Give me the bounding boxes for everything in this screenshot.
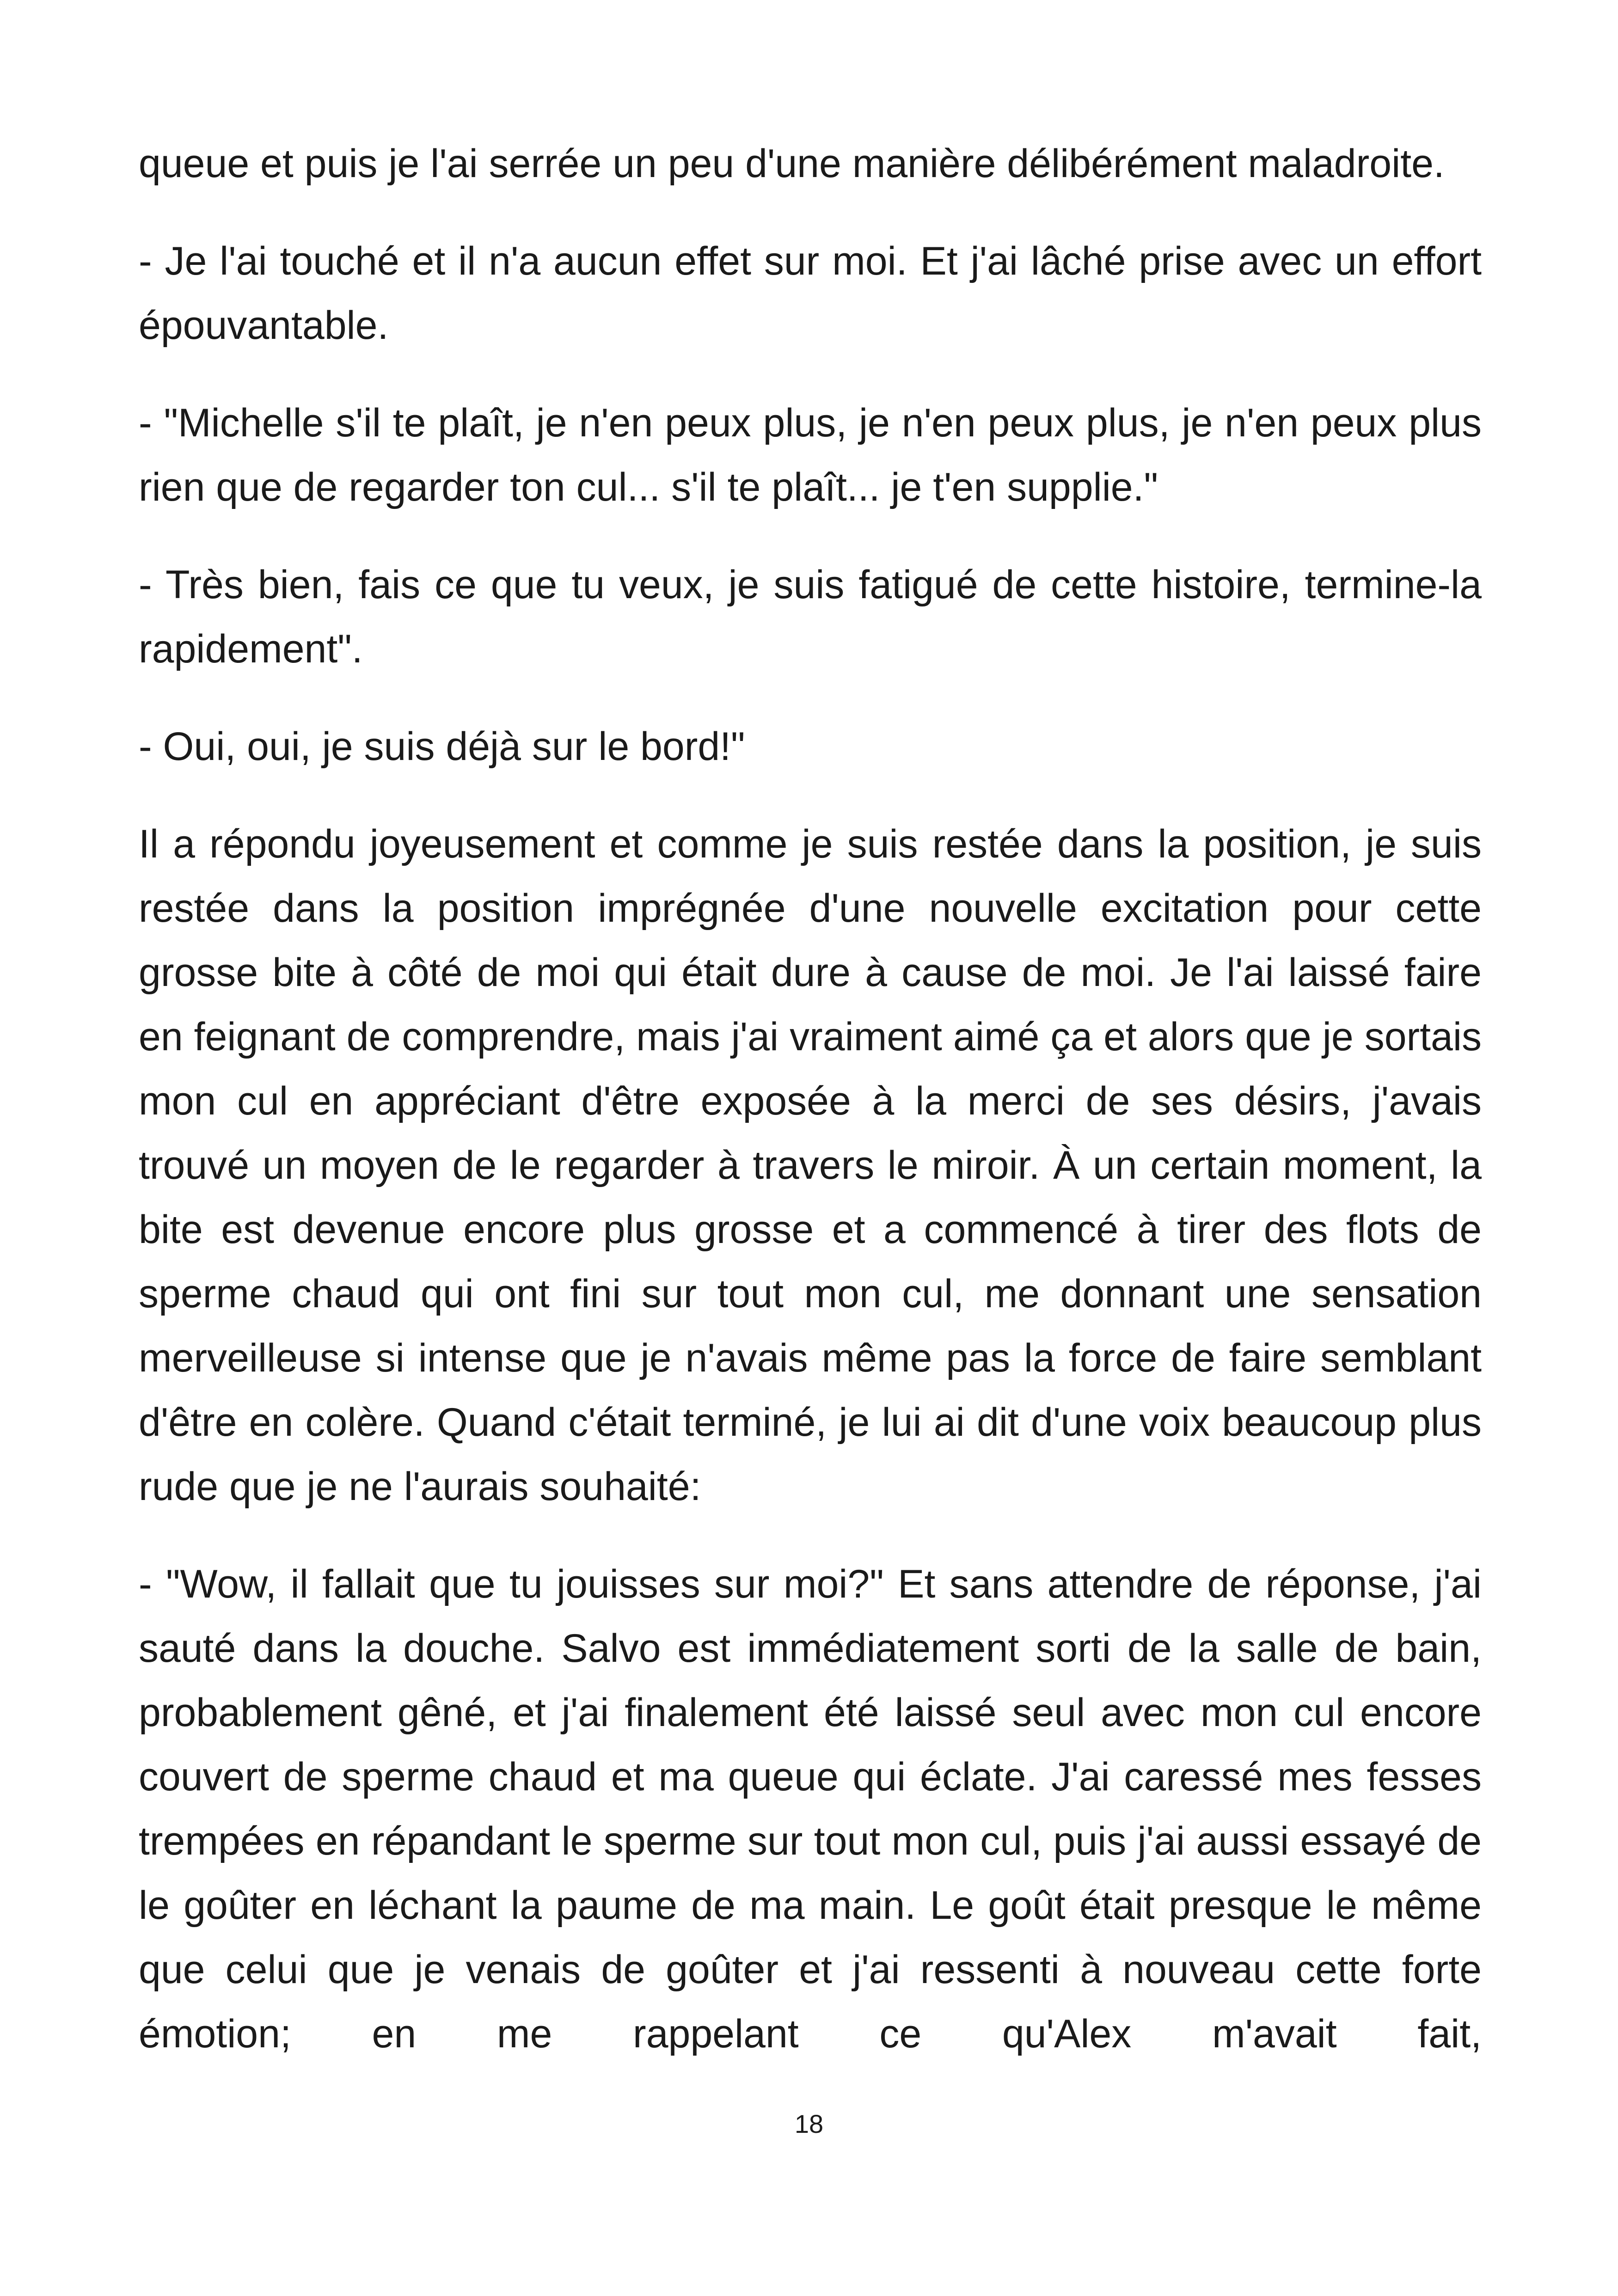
paragraph-4: - Très bien, fais ce que tu veux, je suis fatigué de cette histoire, termine-la rapidement". <box>139 563 1482 671</box>
body-text <box>139 132 1482 2100</box>
paragraph-5: - Oui, oui, je suis déjà sur le bord!" <box>139 724 745 769</box>
paragraph-3: - "Michelle s'il te plaît, je n'en peux plus, je n'en peux plus, je n'en peux plus rien que de regarder ton cul... s'il te plaît... je t'en supplie." <box>139 401 1482 509</box>
paragraph-6: Il a répondu joyeusement et comme je suis restée dans la position, je suis restée dans la position imprégnée d'une nouvelle excitation pour cette grosse bite à côté de moi qui était dure à cause de moi. Je l'ai laissé faire en feignant de comprendre, mais j'ai vraiment aimé ça et alors que je sortais mon cul en appréciant d'être exposée à la merci de ses désirs, j'avais trouvé un moyen de le regarder à travers le miroir. À un certain moment, la bite est devenue encore plus grosse et a commencé à tirer des flots de sperme chaud qui ont fini sur tout mon cul, me donnant une sensation merveilleuse si intense que je n'avais même pas la force de faire semblant d'être en colère. Quand c'était terminé, je lui ai dit d'une voix beaucoup plus rude que je ne l'aurais souhaité: <box>139 822 1482 1509</box>
page-number: 18 <box>794 2109 824 2138</box>
paragraph-7: - "Wow, il fallait que tu jouisses sur moi?" Et sans attendre de réponse, j'ai sauté dans la douche. Salvo est immédiatement sorti de la salle de bain, probablement gêné, et j'ai finalement été laissé seul avec mon cul encore couvert de sperme chaud et ma queue qui éclate. J'ai caressé mes fesses trempées en répandant le sperme sur tout mon cul, puis j'ai aussi essayé de le goûter en léchant la paume de ma main. Le goût était presque le même que celui que je venais de goûter et j'ai ressenti à nouveau cette forte émotion; en me rappelant ce qu'Alex m'avait fait, <box>139 1562 1482 2056</box>
paragraph-2: - Je l'ai touché et il n'a aucun effet sur moi. Et j'ai lâché prise avec un effort épouvantable. <box>139 239 1482 348</box>
paragraph-1: queue et puis je l'ai serrée un peu d'une manière délibérément maladroite. <box>139 141 1445 186</box>
